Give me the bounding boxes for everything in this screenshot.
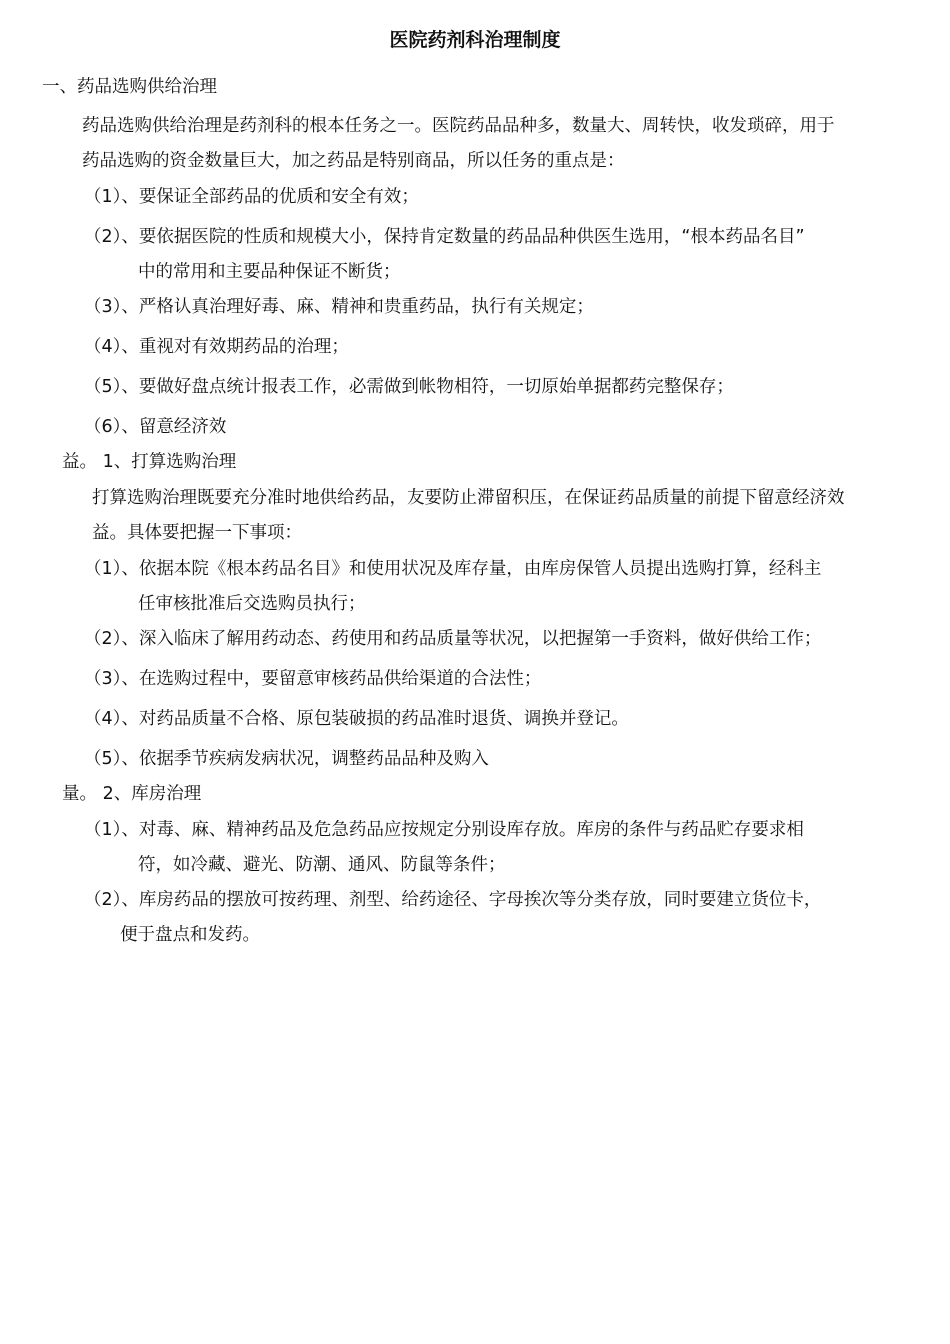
paragraph-line: 药品选购的资金数量巨大，加之药品是特别商品，所以任务的重点是：: [82, 151, 625, 171]
document-title: 医院药剂科治理制度: [389, 29, 561, 51]
list-item: （3）、严格认真治理好毒、麻、精神和贵重药品，执行有关规定；: [84, 297, 594, 317]
list-item: （1）、对毒、麻、精神药品及危急药品应按规定分别设库存放。库房的条件与药品贮存要求相: [84, 820, 804, 840]
list-item: （4）、对药品质量不合格、原包装破损的药品准时退货、调换并登记。: [84, 709, 629, 729]
list-item: （3）、在选购过程中，要留意审核药品供给渠道的合法性；: [84, 669, 542, 689]
list-item-continuation: 符，如冷藏、避光、防潮、通风、防鼠等条件；: [138, 855, 506, 875]
subsection-heading: 益。 1、打算选购治理: [62, 452, 237, 472]
subsection-heading: 量。 2、库房治理: [62, 784, 202, 804]
paragraph-line: 打算选购治理既要充分准时地供给药品，友要防止滞留积压，在保证药品质量的前提下留意经济效: [92, 488, 845, 508]
paragraph-line: 药品选购供给治理是药剂科的根本任务之一。医院药品品种多，数量大、周转快，收发琐碎，用于: [82, 116, 835, 136]
list-item: （1）、要保证全部药品的优质和安全有效；: [84, 187, 419, 207]
section-heading: 一、药品选购供给治理: [42, 77, 217, 97]
list-item-continuation: 便于盘点和发药。: [120, 925, 260, 945]
list-item: （6）、留意经济效: [84, 417, 227, 437]
list-item: （5）、要做好盘点统计报表工作，必需做到帐物相符，一切原始单据都药完整保存；: [84, 377, 734, 397]
list-item: （4）、重视对有效期药品的治理；: [84, 337, 349, 357]
list-item-continuation: 任审核批准后交选购员执行；: [138, 594, 366, 614]
list-item: （2）、深入临床了解用药动态、药使用和药品质量等状况，以把握第一手资料，做好供给工作；: [84, 629, 822, 649]
list-item: （2）、库房药品的摆放可按药理、剂型、给药途径、字母挨次等分类存放，同时要建立货位卡，: [84, 890, 822, 910]
list-item: （2）、要依据医院的性质和规模大小，保持肯定数量的药品品种供医生选用，“根本药品名目”: [84, 227, 805, 247]
list-item: （1）、依据本院《根本药品名目》和使用状况及库存量，由库房保管人员提出选购打算，经科主: [84, 559, 822, 579]
list-item: （5）、依据季节疾病发病状况，调整药品品种及购入: [84, 749, 489, 769]
paragraph-line: 益。具体要把握一下事项：: [92, 523, 302, 543]
list-item-continuation: 中的常用和主要品种保证不断货；: [138, 262, 401, 282]
